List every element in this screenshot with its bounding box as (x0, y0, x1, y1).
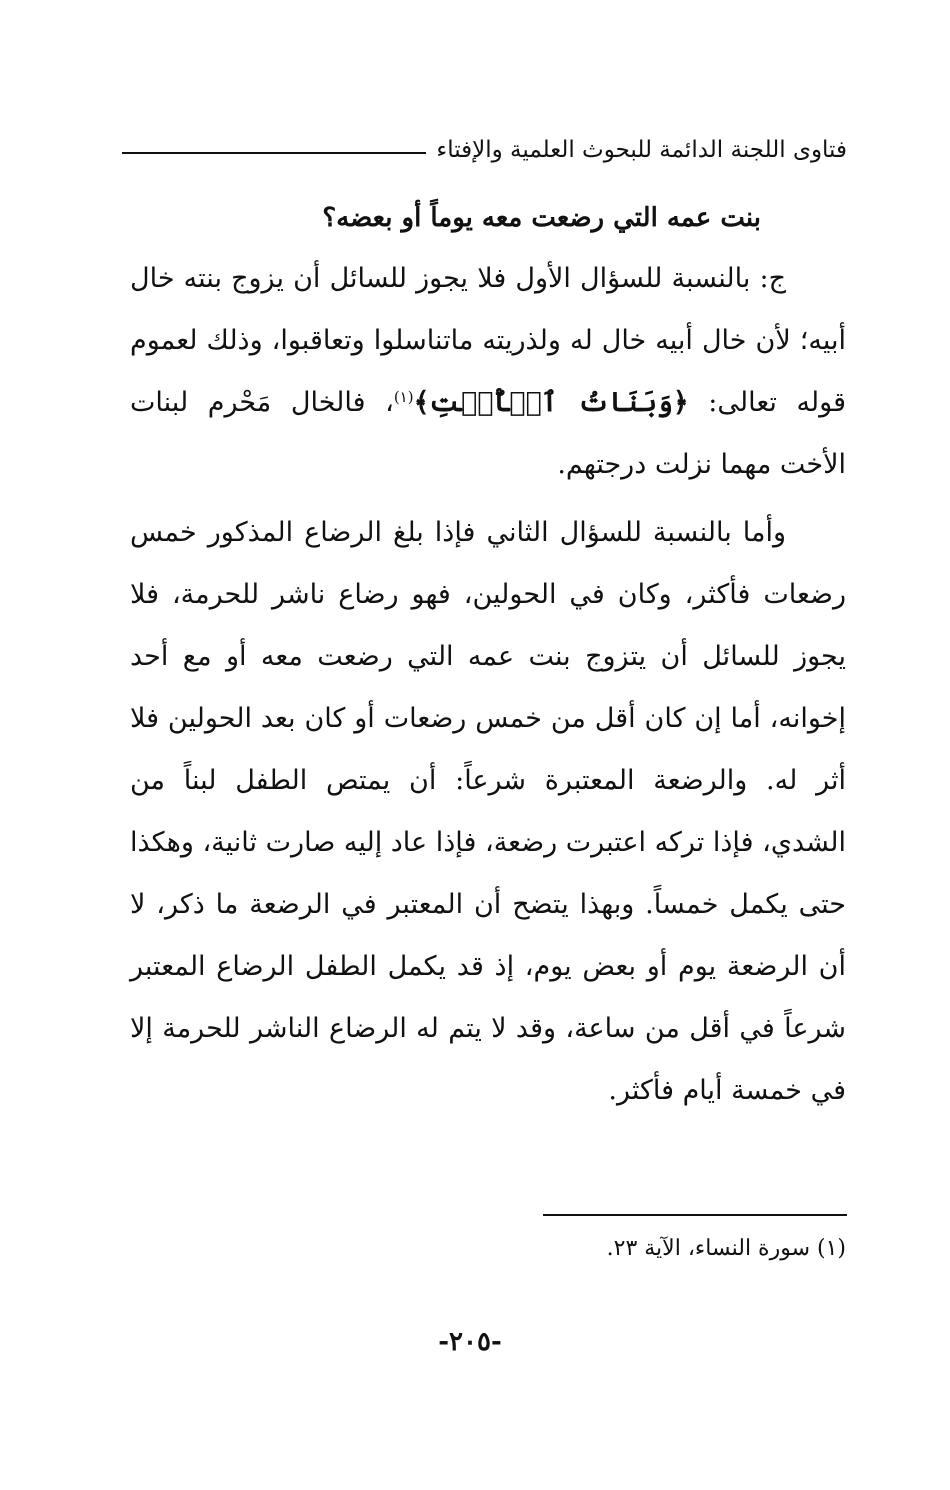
question-text: بنت عمه التي رضعت معه يوماً أو بعضه؟ (322, 203, 761, 233)
running-header (122, 130, 847, 170)
page-number: -٢٠٥- (438, 1327, 502, 1357)
answer-paragraph-1-text: ج: بالنسبة للسؤال الأول فلا يجوز للسائل أن يزوج بنته خال أبيه؛ لأن خال أبيه خال له ولذريته ماتناسلوا وتعاقبوا، وذلك لعموم قوله تعالى: (130, 263, 847, 418)
quran-verse: ﴿وَبَنَاتُ ٱلۡأُخۡتِ﴾ (413, 387, 689, 418)
main-content (130, 188, 846, 1122)
answer-paragraph-1 (130, 248, 846, 496)
header-title: فتاوى اللجنة الدائمة للبحوث العلمية والإفتاء (436, 136, 847, 163)
footnote-separator (543, 1214, 847, 1216)
footnote: (١) سورة النساء، الآية ٢٣. (606, 1236, 846, 1261)
header-rule (122, 152, 426, 154)
footnote-reference: (١) (393, 388, 414, 406)
answer-paragraph-1-end: ، فالخال مَحْرم لبنات الأخت مهما نزلت درجتهم. (130, 387, 846, 480)
answer-paragraph-2: وأما بالنسبة للسؤال الثاني فإذا بلغ الرضاع المذكور خمس رضعات فأكثر، وكان في الحولين، فهو رضاع ناشر للحرمة، فلا يجوز للسائل أن يتزوج بنت عمه التي رضعت معه أو مع أحد إخوانه، أما إن كان أقل من خمس رضعات أو كان بعد الحولين فلا أثر له. والرضعة المعتبرة شرعاً: أن يمتص الطفل لبناً من الشدي، فإذا تركه اعتبرت رضعة، فإذا عاد إليه صارت ثانية، وهكذا حتى يكمل خمساً. وبهذا يتضح أن المعتبر في الرضعة ما ذكر، لا أن الرضعة يوم أو بعض يوم، إذ قد يكمل الطفل الرضاع المعتبر شرعاً في أقل من ساعة، وقد لا يتم له الرضاع الناشر للحرمة إلا في خمسة أيام فأكثر. (130, 517, 846, 1106)
